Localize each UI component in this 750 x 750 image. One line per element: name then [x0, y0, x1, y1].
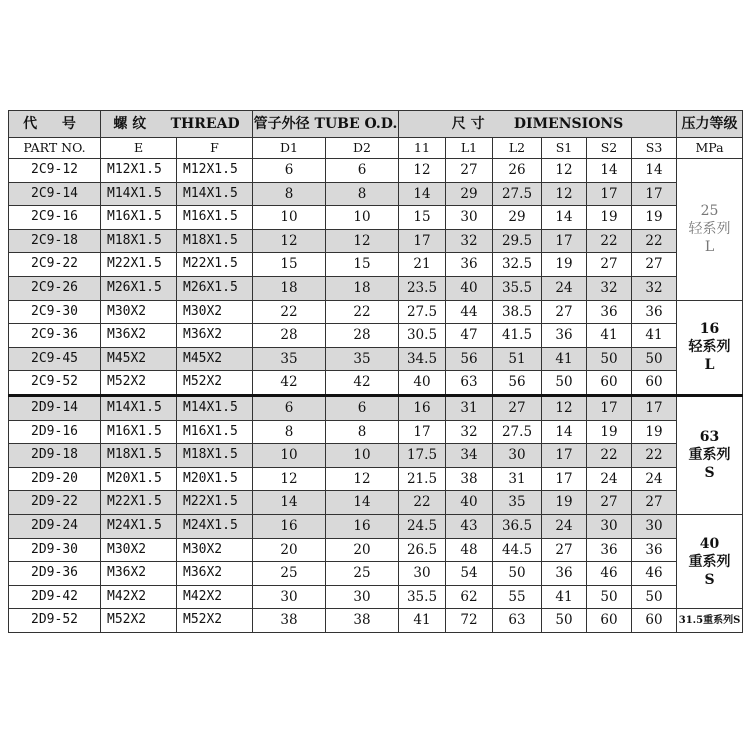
cell-part-no: 2D9-24: [9, 514, 101, 538]
cell-thread-f: M22X1.5: [177, 491, 253, 515]
cell-s1: 24: [542, 514, 587, 538]
cell-d1: 30: [253, 585, 326, 609]
subheader-part-no: PART NO.: [9, 138, 101, 159]
subheader-row: [9, 138, 743, 159]
cell-s1: 12: [542, 182, 587, 206]
cell-s2: 60: [587, 371, 632, 396]
table-row: [9, 609, 743, 633]
cell-s2: 36: [587, 538, 632, 562]
cell-d2: 6: [326, 395, 399, 420]
table-row: [9, 371, 743, 396]
cell-l2: 38.5: [493, 300, 542, 324]
pressure-line: 40: [699, 535, 720, 552]
cell-l1: 40: [446, 276, 493, 300]
header-thread-cn: 螺 纹: [113, 116, 147, 132]
cell-l2: 35: [493, 491, 542, 515]
header-tube-en: TUBE O.D.: [314, 116, 398, 132]
cell-d1: 10: [253, 444, 326, 468]
cell-thread-f: M36X2: [177, 562, 253, 586]
cell-s3: 14: [632, 159, 677, 183]
cell-s3: 17: [632, 182, 677, 206]
cell-thread-f: M42X2: [177, 585, 253, 609]
cell-d2: 8: [326, 182, 399, 206]
table-row: [9, 420, 743, 444]
cell-s3: 17: [632, 395, 677, 420]
cell-s2: 24: [587, 467, 632, 491]
cell-l1: 40: [446, 491, 493, 515]
cell-s2: 14: [587, 159, 632, 183]
cell-thread-e: M36X2: [101, 324, 177, 348]
cell-s1: 41: [542, 347, 587, 371]
cell-l2: 55: [493, 585, 542, 609]
spec-table: [8, 110, 743, 633]
cell-s1: 12: [542, 395, 587, 420]
cell-l2: 56: [493, 371, 542, 396]
cell-thread-e: M14X1.5: [101, 182, 177, 206]
cell-thread-e: M52X2: [101, 609, 177, 633]
table-row: [9, 206, 743, 230]
cell-d1: 35: [253, 347, 326, 371]
cell-d1: 10: [253, 206, 326, 230]
cell-part-no: 2C9-45: [9, 347, 101, 371]
subheader-f: F: [177, 138, 253, 159]
cell-thread-e: M42X2: [101, 585, 177, 609]
table-row: [9, 444, 743, 468]
cell-l1: 63: [446, 371, 493, 396]
cell-thread-e: M16X1.5: [101, 420, 177, 444]
cell-part-no: 2D9-14: [9, 395, 101, 420]
cell-dim-11: 22: [399, 491, 446, 515]
cell-part-no: 2D9-18: [9, 444, 101, 468]
cell-d2: 30: [326, 585, 399, 609]
cell-l2: 51: [493, 347, 542, 371]
cell-s2: 17: [587, 395, 632, 420]
cell-s3: 36: [632, 300, 677, 324]
cell-l1: 34: [446, 444, 493, 468]
cell-thread-e: M12X1.5: [101, 159, 177, 183]
cell-part-no: 2C9-52: [9, 371, 101, 396]
cell-s1: 50: [542, 609, 587, 633]
cell-thread-f: M16X1.5: [177, 420, 253, 444]
pressure-group-1: [677, 300, 743, 395]
cell-s3: 30: [632, 514, 677, 538]
cell-d2: 18: [326, 276, 399, 300]
cell-part-no: 2D9-16: [9, 420, 101, 444]
pressure-group-4: [677, 609, 743, 633]
cell-l1: 32: [446, 420, 493, 444]
cell-dim-11: 17: [399, 229, 446, 253]
cell-l1: 32: [446, 229, 493, 253]
cell-thread-e: M30X2: [101, 300, 177, 324]
subheader-e: E: [101, 138, 177, 159]
cell-s3: 60: [632, 609, 677, 633]
header-tube: [253, 111, 399, 138]
cell-s2: 19: [587, 420, 632, 444]
cell-d2: 14: [326, 491, 399, 515]
cell-d1: 20: [253, 538, 326, 562]
cell-s3: 22: [632, 444, 677, 468]
pressure-line: 31.5重系列S: [678, 614, 741, 626]
cell-dim-11: 40: [399, 371, 446, 396]
cell-thread-f: M45X2: [177, 347, 253, 371]
cell-l2: 29.5: [493, 229, 542, 253]
cell-l2: 27.5: [493, 182, 542, 206]
table-row: [9, 253, 743, 277]
cell-l1: 38: [446, 467, 493, 491]
pressure-line: 16: [699, 321, 720, 338]
header-dim-en: DIMENSIONS: [513, 116, 624, 132]
cell-d1: 18: [253, 276, 326, 300]
table-row: [9, 276, 743, 300]
cell-part-no: 2C9-36: [9, 324, 101, 348]
cell-l1: 29: [446, 182, 493, 206]
cell-s3: 50: [632, 585, 677, 609]
cell-s3: 41: [632, 324, 677, 348]
cell-d1: 12: [253, 467, 326, 491]
table-row: [9, 538, 743, 562]
cell-dim-11: 27.5: [399, 300, 446, 324]
cell-s1: 17: [542, 467, 587, 491]
cell-thread-e: M22X1.5: [101, 253, 177, 277]
cell-s1: 50: [542, 371, 587, 396]
cell-thread-f: M18X1.5: [177, 229, 253, 253]
cell-s1: 36: [542, 562, 587, 586]
table-row: [9, 300, 743, 324]
cell-thread-f: M16X1.5: [177, 206, 253, 230]
table-row: [9, 395, 743, 420]
table-row: [9, 514, 743, 538]
cell-d1: 42: [253, 371, 326, 396]
table-row: [9, 182, 743, 206]
pressure-line: 重系列: [688, 447, 731, 464]
cell-part-no: 2D9-52: [9, 609, 101, 633]
cell-dim-11: 35.5: [399, 585, 446, 609]
cell-d2: 15: [326, 253, 399, 277]
cell-s3: 50: [632, 347, 677, 371]
pressure-group-3: [677, 514, 743, 608]
subheader-s2: S2: [587, 138, 632, 159]
cell-s1: 36: [542, 324, 587, 348]
cell-l2: 27: [493, 395, 542, 420]
cell-d2: 12: [326, 229, 399, 253]
cell-thread-f: M36X2: [177, 324, 253, 348]
cell-dim-11: 21.5: [399, 467, 446, 491]
subheader-l2: L2: [493, 138, 542, 159]
pressure-line: 轻系列: [688, 339, 731, 356]
cell-dim-11: 41: [399, 609, 446, 633]
cell-s3: 27: [632, 491, 677, 515]
cell-thread-e: M20X1.5: [101, 467, 177, 491]
cell-s2: 50: [587, 347, 632, 371]
cell-s2: 46: [587, 562, 632, 586]
cell-l1: 47: [446, 324, 493, 348]
pressure-line: 63: [699, 429, 720, 446]
cell-l1: 56: [446, 347, 493, 371]
cell-dim-11: 24.5: [399, 514, 446, 538]
cell-part-no: 2C9-16: [9, 206, 101, 230]
cell-l2: 27.5: [493, 420, 542, 444]
cell-s2: 17: [587, 182, 632, 206]
cell-dim-11: 17: [399, 420, 446, 444]
cell-s1: 17: [542, 444, 587, 468]
pressure-group-2: [677, 395, 743, 514]
cell-part-no: 2C9-12: [9, 159, 101, 183]
cell-s1: 27: [542, 538, 587, 562]
cell-d1: 14: [253, 491, 326, 515]
cell-l2: 32.5: [493, 253, 542, 277]
cell-d2: 38: [326, 609, 399, 633]
cell-dim-11: 26.5: [399, 538, 446, 562]
cell-thread-f: M14X1.5: [177, 395, 253, 420]
cell-thread-e: M18X1.5: [101, 444, 177, 468]
cell-part-no: 2D9-30: [9, 538, 101, 562]
cell-dim-11: 34.5: [399, 347, 446, 371]
cell-d2: 22: [326, 300, 399, 324]
cell-thread-e: M36X2: [101, 562, 177, 586]
cell-s3: 22: [632, 229, 677, 253]
cell-l2: 30: [493, 444, 542, 468]
cell-l1: 27: [446, 159, 493, 183]
subheader-l1: L1: [446, 138, 493, 159]
cell-dim-11: 30.5: [399, 324, 446, 348]
cell-d2: 20: [326, 538, 399, 562]
pressure-group-0: [677, 159, 743, 301]
cell-thread-e: M16X1.5: [101, 206, 177, 230]
cell-thread-e: M24X1.5: [101, 514, 177, 538]
cell-d1: 8: [253, 182, 326, 206]
cell-thread-f: M14X1.5: [177, 182, 253, 206]
cell-l2: 26: [493, 159, 542, 183]
cell-l1: 44: [446, 300, 493, 324]
cell-l1: 72: [446, 609, 493, 633]
cell-l2: 31: [493, 467, 542, 491]
cell-d1: 28: [253, 324, 326, 348]
table-row: [9, 562, 743, 586]
subheader-d1: D1: [253, 138, 326, 159]
cell-s2: 32: [587, 276, 632, 300]
cell-s3: 27: [632, 253, 677, 277]
cell-s1: 14: [542, 420, 587, 444]
subheader-s3: S3: [632, 138, 677, 159]
cell-d2: 10: [326, 206, 399, 230]
cell-s2: 22: [587, 444, 632, 468]
cell-d1: 6: [253, 395, 326, 420]
cell-d2: 10: [326, 444, 399, 468]
pressure-line: S: [704, 465, 715, 482]
cell-d2: 16: [326, 514, 399, 538]
cell-s2: 19: [587, 206, 632, 230]
cell-s2: 27: [587, 491, 632, 515]
header-row: [9, 111, 743, 138]
cell-thread-e: M30X2: [101, 538, 177, 562]
header-pressure: 压力等级: [677, 111, 743, 138]
cell-part-no: 2C9-30: [9, 300, 101, 324]
header-thread-en: THREAD: [170, 116, 240, 132]
cell-part-no: 2C9-22: [9, 253, 101, 277]
cell-thread-e: M18X1.5: [101, 229, 177, 253]
cell-thread-f: M24X1.5: [177, 514, 253, 538]
pressure-line: 25: [700, 203, 719, 220]
cell-s2: 50: [587, 585, 632, 609]
cell-dim-11: 23.5: [399, 276, 446, 300]
header-code: 代 号: [9, 111, 101, 138]
cell-d1: 8: [253, 420, 326, 444]
cell-thread-e: M45X2: [101, 347, 177, 371]
cell-l1: 54: [446, 562, 493, 586]
cell-s3: 46: [632, 562, 677, 586]
cell-part-no: 2C9-18: [9, 229, 101, 253]
cell-l1: 43: [446, 514, 493, 538]
pressure-line: S: [704, 571, 715, 588]
cell-dim-11: 14: [399, 182, 446, 206]
cell-s3: 19: [632, 206, 677, 230]
cell-thread-f: M18X1.5: [177, 444, 253, 468]
cell-part-no: 2D9-22: [9, 491, 101, 515]
cell-l1: 62: [446, 585, 493, 609]
cell-part-no: 2D9-20: [9, 467, 101, 491]
header-dimensions: [399, 111, 677, 138]
cell-thread-e: M14X1.5: [101, 395, 177, 420]
header-thread: [101, 111, 253, 138]
cell-thread-f: M52X2: [177, 371, 253, 396]
cell-d2: 42: [326, 371, 399, 396]
header-tube-cn: 管子外径: [253, 116, 310, 132]
cell-dim-11: 16: [399, 395, 446, 420]
pressure-line: 重系列: [688, 553, 731, 570]
cell-l2: 29: [493, 206, 542, 230]
cell-d2: 25: [326, 562, 399, 586]
cell-dim-11: 15: [399, 206, 446, 230]
cell-l2: 63: [493, 609, 542, 633]
table-row: [9, 491, 743, 515]
cell-thread-f: M30X2: [177, 538, 253, 562]
table-row: [9, 347, 743, 371]
cell-thread-f: M12X1.5: [177, 159, 253, 183]
cell-d1: 15: [253, 253, 326, 277]
cell-part-no: 2C9-26: [9, 276, 101, 300]
cell-s3: 32: [632, 276, 677, 300]
cell-dim-11: 12: [399, 159, 446, 183]
cell-s1: 19: [542, 491, 587, 515]
cell-s3: 60: [632, 371, 677, 396]
cell-part-no: 2D9-42: [9, 585, 101, 609]
cell-s2: 22: [587, 229, 632, 253]
cell-d1: 22: [253, 300, 326, 324]
cell-thread-f: M20X1.5: [177, 467, 253, 491]
cell-thread-f: M52X2: [177, 609, 253, 633]
subheader-11: 11: [399, 138, 446, 159]
subheader-s1: S1: [542, 138, 587, 159]
cell-s2: 41: [587, 324, 632, 348]
pressure-line: L: [704, 357, 715, 374]
cell-d2: 35: [326, 347, 399, 371]
cell-s3: 19: [632, 420, 677, 444]
cell-d1: 6: [253, 159, 326, 183]
cell-s1: 24: [542, 276, 587, 300]
cell-thread-f: M22X1.5: [177, 253, 253, 277]
cell-s1: 14: [542, 206, 587, 230]
table-row: [9, 229, 743, 253]
cell-d2: 8: [326, 420, 399, 444]
subheader-pressure-unit: MPa: [677, 138, 743, 159]
cell-l2: 41.5: [493, 324, 542, 348]
cell-s2: 36: [587, 300, 632, 324]
cell-s1: 17: [542, 229, 587, 253]
cell-l2: 36.5: [493, 514, 542, 538]
cell-s1: 27: [542, 300, 587, 324]
cell-dim-11: 30: [399, 562, 446, 586]
cell-l1: 36: [446, 253, 493, 277]
cell-s1: 19: [542, 253, 587, 277]
cell-thread-f: M30X2: [177, 300, 253, 324]
cell-d2: 28: [326, 324, 399, 348]
cell-l1: 30: [446, 206, 493, 230]
cell-thread-e: M22X1.5: [101, 491, 177, 515]
cell-thread-f: M26X1.5: [177, 276, 253, 300]
table-row: [9, 324, 743, 348]
cell-dim-11: 21: [399, 253, 446, 277]
table-row: [9, 585, 743, 609]
cell-l1: 31: [446, 395, 493, 420]
cell-l2: 50: [493, 562, 542, 586]
cell-thread-e: M26X1.5: [101, 276, 177, 300]
cell-d1: 12: [253, 229, 326, 253]
cell-s3: 24: [632, 467, 677, 491]
table-row: [9, 159, 743, 183]
cell-d1: 25: [253, 562, 326, 586]
pressure-line: L: [704, 239, 715, 256]
table-row: [9, 467, 743, 491]
cell-s2: 60: [587, 609, 632, 633]
subheader-d2: D2: [326, 138, 399, 159]
cell-s2: 30: [587, 514, 632, 538]
cell-s1: 41: [542, 585, 587, 609]
spec-table-container: [8, 110, 742, 633]
header-dim-cn: 尺 寸: [451, 116, 485, 132]
cell-d2: 12: [326, 467, 399, 491]
cell-part-no: 2C9-14: [9, 182, 101, 206]
cell-dim-11: 17.5: [399, 444, 446, 468]
cell-part-no: 2D9-36: [9, 562, 101, 586]
cell-s2: 27: [587, 253, 632, 277]
cell-l1: 48: [446, 538, 493, 562]
cell-d1: 38: [253, 609, 326, 633]
cell-s1: 12: [542, 159, 587, 183]
cell-l2: 44.5: [493, 538, 542, 562]
cell-thread-e: M52X2: [101, 371, 177, 396]
cell-l2: 35.5: [493, 276, 542, 300]
pressure-line: 轻系列: [688, 221, 731, 238]
cell-d2: 6: [326, 159, 399, 183]
cell-s3: 36: [632, 538, 677, 562]
cell-d1: 16: [253, 514, 326, 538]
